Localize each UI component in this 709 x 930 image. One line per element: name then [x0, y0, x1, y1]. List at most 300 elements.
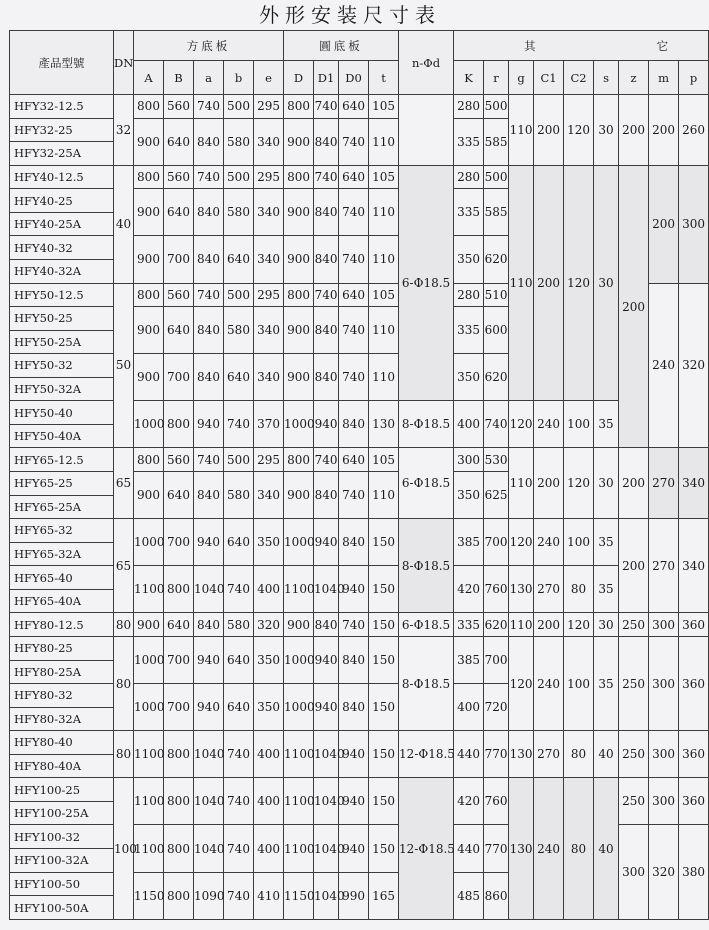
kr-cell: 280 — [454, 95, 484, 119]
header-col-g: g — [509, 61, 534, 95]
header-col-p: p — [679, 61, 709, 95]
dim-cell: 840 — [314, 307, 339, 354]
dim-cell: 150 — [369, 566, 399, 613]
dim-cell: 1100 — [284, 825, 314, 872]
dim-cell: 500 — [224, 283, 254, 307]
dim-cell: 1090 — [194, 872, 224, 919]
model-cell: HFY50-12.5 — [10, 283, 114, 307]
model-cell: HFY80-40 — [10, 731, 114, 755]
dim-cell: 840 — [314, 613, 339, 637]
dim-cell: 1000 — [284, 401, 314, 448]
dim-cell: 1040 — [314, 566, 339, 613]
dim-cell: 900 — [284, 118, 314, 165]
other-m-cell: 270 — [649, 448, 679, 519]
table-row — [10, 731, 709, 755]
dim-cell: 110 — [369, 354, 399, 401]
model-cell: HFY65-40A — [10, 589, 114, 613]
kr-cell: 335 — [454, 189, 484, 236]
other-g-cell: 110 — [509, 95, 534, 166]
dim-cell: 410 — [254, 872, 284, 919]
kr-cell: 500 — [484, 165, 509, 189]
dim-cell: 940 — [314, 519, 339, 566]
dim-cell: 580 — [224, 472, 254, 519]
model-cell: HFY40-25A — [10, 212, 114, 236]
kr-cell: 335 — [454, 307, 484, 354]
other-s-cell: 35 — [594, 636, 619, 730]
dim-cell: 800 — [284, 95, 314, 119]
model-cell: HFY100-50A — [10, 896, 114, 920]
dn-cell: 80 — [114, 731, 134, 778]
dim-cell: 800 — [284, 283, 314, 307]
dim-cell: 350 — [254, 636, 284, 683]
dim-cell: 340 — [254, 354, 284, 401]
kr-cell: 770 — [484, 825, 509, 872]
dim-cell: 640 — [339, 448, 369, 472]
kr-cell: 420 — [454, 566, 484, 613]
other-c1-cell: 240 — [534, 636, 564, 730]
dim-cell: 400 — [254, 825, 284, 872]
other-z-cell: 300 — [619, 825, 649, 920]
model-cell: HFY80-32 — [10, 684, 114, 708]
dim-cell: 840 — [314, 354, 339, 401]
other-s-cell: 40 — [594, 778, 619, 920]
dim-cell: 340 — [254, 307, 284, 354]
dim-cell: 1100 — [284, 778, 314, 825]
other-p-cell: 340 — [679, 448, 709, 519]
other-c2-cell: 80 — [564, 731, 594, 778]
header-col-t: t — [369, 61, 399, 95]
other-c1-cell: 200 — [534, 448, 564, 519]
dim-cell: 580 — [224, 189, 254, 236]
dim-cell: 370 — [254, 401, 284, 448]
dim-cell: 900 — [284, 236, 314, 283]
kr-cell: 420 — [454, 778, 484, 825]
header-col-d1: D1 — [314, 61, 339, 95]
kr-cell: 335 — [454, 613, 484, 637]
dim-cell: 105 — [369, 165, 399, 189]
other-g-cell: 130 — [509, 566, 534, 613]
kr-cell: 620 — [484, 236, 509, 283]
dim-cell: 800 — [134, 165, 164, 189]
other-c2-cell: 100 — [564, 401, 594, 448]
dim-cell: 1100 — [284, 566, 314, 613]
dn-cell: 50 — [114, 283, 134, 448]
dim-cell: 1000 — [134, 401, 164, 448]
dim-cell: 940 — [314, 401, 339, 448]
other-s-cell: 35 — [594, 401, 619, 448]
header-col-c1: C1 — [534, 61, 564, 95]
dim-cell: 900 — [284, 613, 314, 637]
kr-cell: 440 — [454, 731, 484, 778]
other-m-cell: 200 — [649, 95, 679, 166]
dim-cell: 940 — [339, 731, 369, 778]
dim-cell: 900 — [284, 189, 314, 236]
dim-cell: 990 — [339, 872, 369, 919]
dn-cell: 100 — [114, 778, 134, 920]
nphi-cell-empty — [399, 95, 454, 166]
other-s-cell: 30 — [594, 448, 619, 519]
model-cell: HFY100-32 — [10, 825, 114, 849]
kr-cell: 700 — [484, 636, 509, 683]
model-cell: HFY80-32A — [10, 707, 114, 731]
dim-cell: 640 — [164, 189, 194, 236]
model-cell: HFY80-12.5 — [10, 613, 114, 637]
kr-cell: 760 — [484, 566, 509, 613]
kr-cell: 385 — [454, 636, 484, 683]
other-s-cell: 30 — [594, 613, 619, 637]
dim-cell: 740 — [224, 825, 254, 872]
dim-cell: 840 — [339, 636, 369, 683]
dim-cell: 640 — [224, 684, 254, 731]
other-g-cell: 110 — [509, 613, 534, 637]
other-p-cell: 360 — [679, 613, 709, 637]
nphi-cell: 6-Φ18.5 — [399, 165, 454, 401]
dn-cell: 65 — [114, 519, 134, 613]
table-row — [10, 448, 709, 472]
dim-cell: 700 — [164, 519, 194, 566]
dim-cell: 940 — [194, 636, 224, 683]
other-s-cell: 35 — [594, 519, 619, 566]
dim-cell: 150 — [369, 731, 399, 778]
dim-cell: 840 — [314, 236, 339, 283]
dim-cell: 800 — [164, 566, 194, 613]
model-cell: HFY100-25A — [10, 801, 114, 825]
model-cell: HFY65-25 — [10, 472, 114, 496]
dim-cell: 740 — [339, 189, 369, 236]
other-p-cell: 320 — [679, 283, 709, 448]
dim-cell: 740 — [314, 448, 339, 472]
dim-cell: 900 — [134, 472, 164, 519]
other-m-cell: 320 — [649, 825, 679, 920]
dn-cell: 80 — [114, 613, 134, 637]
dim-cell: 800 — [134, 448, 164, 472]
dim-cell: 800 — [284, 448, 314, 472]
header-col-e: e — [254, 61, 284, 95]
dim-cell: 1000 — [284, 519, 314, 566]
kr-cell: 625 — [484, 472, 509, 519]
model-cell: HFY65-25A — [10, 495, 114, 519]
table-row — [10, 613, 709, 637]
dim-cell: 110 — [369, 118, 399, 165]
dim-cell: 840 — [194, 236, 224, 283]
other-z-cell: 250 — [619, 778, 649, 825]
kr-cell: 280 — [454, 283, 484, 307]
header-col-d0: D0 — [339, 61, 369, 95]
header-col-m: m — [649, 61, 679, 95]
kr-cell: 350 — [454, 236, 484, 283]
dim-cell: 1040 — [194, 825, 224, 872]
nphi-cell: 6-Φ18.5 — [399, 448, 454, 519]
dn-cell: 32 — [114, 95, 134, 166]
dim-cell: 740 — [224, 731, 254, 778]
dim-cell: 840 — [339, 519, 369, 566]
dim-cell: 740 — [314, 283, 339, 307]
dim-cell: 1040 — [194, 731, 224, 778]
dim-cell: 740 — [224, 566, 254, 613]
dim-cell: 500 — [224, 95, 254, 119]
header-col-a: A — [134, 61, 164, 95]
dim-cell: 840 — [314, 118, 339, 165]
dim-cell: 1100 — [134, 778, 164, 825]
dim-cell: 110 — [369, 307, 399, 354]
other-m-cell: 300 — [649, 731, 679, 778]
dim-cell: 740 — [339, 613, 369, 637]
dim-cell: 640 — [339, 283, 369, 307]
model-cell: HFY65-32 — [10, 519, 114, 543]
other-c1-cell: 240 — [534, 778, 564, 920]
dim-cell: 295 — [254, 165, 284, 189]
dim-cell: 740 — [314, 95, 339, 119]
dim-cell: 165 — [369, 872, 399, 919]
other-m-cell: 270 — [649, 519, 679, 613]
dim-cell: 1000 — [284, 636, 314, 683]
dim-cell: 500 — [224, 448, 254, 472]
dim-cell: 340 — [254, 472, 284, 519]
other-p-cell: 360 — [679, 731, 709, 778]
other-g-cell: 110 — [509, 165, 534, 401]
header-col-b: B — [164, 61, 194, 95]
dim-cell: 1040 — [314, 778, 339, 825]
dim-cell: 940 — [314, 636, 339, 683]
dim-cell: 400 — [254, 566, 284, 613]
kr-cell: 770 — [484, 731, 509, 778]
dim-cell: 900 — [134, 354, 164, 401]
kr-cell: 585 — [484, 118, 509, 165]
other-z-cell: 250 — [619, 636, 649, 730]
dim-cell: 1150 — [134, 872, 164, 919]
kr-cell: 335 — [454, 118, 484, 165]
kr-cell: 280 — [454, 165, 484, 189]
nphi-cell: 12-Φ18.5 — [399, 731, 454, 778]
other-c2-cell: 120 — [564, 95, 594, 166]
dim-cell: 640 — [164, 118, 194, 165]
other-z-cell: 200 — [619, 519, 649, 613]
other-z-cell: 200 — [619, 165, 649, 448]
other-c1-cell: 270 — [534, 731, 564, 778]
dim-cell: 1100 — [134, 566, 164, 613]
header-col-d: D — [284, 61, 314, 95]
model-cell: HFY40-32A — [10, 259, 114, 283]
other-c2-cell: 100 — [564, 519, 594, 566]
kr-cell: 620 — [484, 354, 509, 401]
other-m-cell: 300 — [649, 636, 679, 730]
dim-cell: 840 — [194, 354, 224, 401]
dim-cell: 560 — [164, 448, 194, 472]
dim-cell: 150 — [369, 613, 399, 637]
other-z-cell: 200 — [619, 448, 649, 519]
kr-cell: 510 — [484, 283, 509, 307]
dim-cell: 700 — [164, 684, 194, 731]
other-c2-cell: 80 — [564, 778, 594, 920]
model-cell: HFY80-25A — [10, 660, 114, 684]
kr-cell: 530 — [484, 448, 509, 472]
table-row — [10, 165, 709, 189]
other-c2-cell: 80 — [564, 566, 594, 613]
page-title: 外形安装尺寸表 — [259, 3, 441, 27]
model-cell: HFY50-40A — [10, 424, 114, 448]
other-m-cell: 300 — [649, 778, 679, 825]
dim-cell: 800 — [164, 731, 194, 778]
dim-cell: 840 — [194, 118, 224, 165]
header-dn: DN — [114, 31, 134, 95]
header-nphid: n-Φd — [399, 31, 454, 95]
model-cell: HFY40-32 — [10, 236, 114, 260]
dim-cell: 900 — [134, 236, 164, 283]
model-cell: HFY80-25 — [10, 636, 114, 660]
dim-cell: 940 — [194, 401, 224, 448]
other-c1-cell: 240 — [534, 519, 564, 566]
dim-cell: 740 — [339, 472, 369, 519]
dim-cell: 740 — [224, 778, 254, 825]
other-m-cell: 200 — [649, 165, 679, 283]
model-cell: HFY32-25 — [10, 118, 114, 142]
other-c2-cell: 120 — [564, 448, 594, 519]
dim-cell: 800 — [134, 283, 164, 307]
model-cell: HFY40-12.5 — [10, 165, 114, 189]
dim-cell: 740 — [314, 165, 339, 189]
dim-cell: 580 — [224, 118, 254, 165]
header-other-right: 它 — [656, 38, 669, 53]
dim-cell: 340 — [254, 236, 284, 283]
kr-cell: 860 — [484, 872, 509, 919]
dim-cell: 1040 — [314, 872, 339, 919]
other-z-cell: 250 — [619, 613, 649, 637]
dim-cell: 500 — [224, 165, 254, 189]
other-g-cell: 130 — [509, 778, 534, 920]
dim-cell: 150 — [369, 519, 399, 566]
dim-cell: 1000 — [134, 519, 164, 566]
dim-cell: 840 — [194, 472, 224, 519]
dim-cell: 110 — [369, 236, 399, 283]
kr-cell: 600 — [484, 307, 509, 354]
dim-cell: 640 — [224, 636, 254, 683]
dim-cell: 105 — [369, 448, 399, 472]
dim-cell: 350 — [254, 684, 284, 731]
dim-cell: 1040 — [314, 731, 339, 778]
model-cell: HFY50-32 — [10, 354, 114, 378]
kr-cell: 385 — [454, 519, 484, 566]
nphi-cell: 8-Φ18.5 — [399, 519, 454, 613]
other-c2-cell: 100 — [564, 636, 594, 730]
dim-cell: 800 — [284, 165, 314, 189]
dim-cell: 900 — [134, 118, 164, 165]
dim-cell: 320 — [254, 613, 284, 637]
dim-cell: 740 — [224, 872, 254, 919]
dim-cell: 1000 — [134, 636, 164, 683]
dim-cell: 800 — [164, 872, 194, 919]
dim-cell: 840 — [339, 401, 369, 448]
dim-cell: 640 — [339, 165, 369, 189]
model-cell: HFY32-12.5 — [10, 95, 114, 119]
model-cell: HFY65-32A — [10, 542, 114, 566]
model-cell: HFY40-25 — [10, 189, 114, 213]
header-col-a: a — [194, 61, 224, 95]
dim-cell: 1100 — [134, 825, 164, 872]
dim-cell: 940 — [194, 519, 224, 566]
other-p-cell: 300 — [679, 165, 709, 283]
dimension-table — [9, 30, 709, 920]
other-g-cell: 120 — [509, 636, 534, 730]
nphi-cell: 6-Φ18.5 — [399, 613, 454, 637]
dim-cell: 900 — [284, 354, 314, 401]
header-other-left: 其 — [524, 38, 536, 53]
table-row — [10, 519, 709, 543]
other-p-cell: 360 — [679, 636, 709, 730]
dim-cell: 150 — [369, 684, 399, 731]
dim-cell: 105 — [369, 95, 399, 119]
dim-cell: 640 — [164, 613, 194, 637]
dim-cell: 740 — [339, 354, 369, 401]
dim-cell: 560 — [164, 283, 194, 307]
dim-cell: 150 — [369, 825, 399, 872]
nphi-cell: 8-Φ18.5 — [399, 401, 454, 448]
dim-cell: 105 — [369, 283, 399, 307]
kr-cell: 400 — [454, 684, 484, 731]
nphi-cell: 12-Φ18.5 — [399, 778, 454, 920]
table-row — [10, 95, 709, 119]
dim-cell: 840 — [194, 613, 224, 637]
dim-cell: 840 — [339, 684, 369, 731]
dim-cell: 1040 — [194, 778, 224, 825]
model-cell: HFY32-25A — [10, 142, 114, 166]
dim-cell: 580 — [224, 307, 254, 354]
kr-cell: 585 — [484, 189, 509, 236]
dim-cell: 940 — [314, 684, 339, 731]
kr-cell: 440 — [454, 825, 484, 872]
kr-cell: 350 — [454, 472, 484, 519]
other-g-cell: 130 — [509, 731, 534, 778]
dim-cell: 150 — [369, 636, 399, 683]
dim-cell: 350 — [254, 519, 284, 566]
dim-cell: 640 — [339, 95, 369, 119]
dim-cell: 640 — [164, 472, 194, 519]
other-p-cell: 380 — [679, 825, 709, 920]
kr-cell: 500 — [484, 95, 509, 119]
kr-cell: 740 — [484, 401, 509, 448]
dim-cell: 900 — [134, 613, 164, 637]
dim-cell: 900 — [284, 307, 314, 354]
dim-cell: 640 — [224, 519, 254, 566]
dim-cell: 640 — [224, 236, 254, 283]
dim-cell: 800 — [164, 778, 194, 825]
dim-cell: 740 — [194, 95, 224, 119]
dn-cell: 40 — [114, 165, 134, 283]
other-c2-cell: 120 — [564, 613, 594, 637]
dim-cell: 900 — [134, 189, 164, 236]
dim-cell: 740 — [194, 283, 224, 307]
dim-cell: 840 — [314, 472, 339, 519]
dim-cell: 295 — [254, 448, 284, 472]
other-p-cell: 360 — [679, 778, 709, 825]
dim-cell: 740 — [194, 448, 224, 472]
dim-cell: 800 — [164, 401, 194, 448]
header-col-z: z — [619, 61, 649, 95]
other-c2-cell: 120 — [564, 165, 594, 401]
other-c1-cell: 200 — [534, 95, 564, 166]
dim-cell: 940 — [339, 825, 369, 872]
dim-cell: 1040 — [314, 825, 339, 872]
model-cell: HFY100-25 — [10, 778, 114, 802]
dim-cell: 150 — [369, 778, 399, 825]
dim-cell: 700 — [164, 354, 194, 401]
dim-cell: 940 — [339, 566, 369, 613]
kr-cell: 485 — [454, 872, 484, 919]
header-model: 產品型號 — [10, 31, 114, 95]
dim-cell: 740 — [339, 118, 369, 165]
dim-cell: 110 — [369, 472, 399, 519]
model-cell: HFY50-32A — [10, 377, 114, 401]
dim-cell: 1040 — [194, 566, 224, 613]
